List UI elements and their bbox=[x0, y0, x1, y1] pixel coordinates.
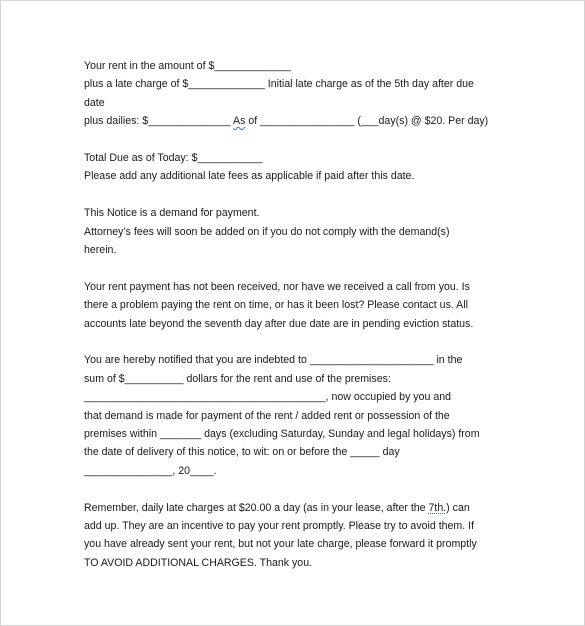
paragraph-gap bbox=[84, 333, 504, 351]
payment-paragraph-line: accounts late beyond the seventh day after due date are in pending eviction status. bbox=[84, 317, 474, 330]
paragraph-gap bbox=[84, 186, 504, 204]
rent-amount-line: Your rent in the amount of $_____________ bbox=[84, 60, 291, 72]
dailies-as-word: As bbox=[233, 115, 246, 128]
notified-paragraph-line: You are hereby notified that you are indebted to _____________________ in the bbox=[84, 354, 463, 367]
notified-paragraph-line: that demand is made for payment of the rent / added rent or possession of the bbox=[84, 409, 450, 422]
remember-line: add up. They are an incentive to pay your rent promptly. Please try to avoid them. If bbox=[84, 520, 475, 533]
due-date-line: date bbox=[84, 96, 105, 109]
remember-line: TO AVOID ADDITIONAL CHARGES. Thank you. bbox=[84, 556, 313, 569]
late-rent-notice bbox=[84, 57, 504, 572]
remember-seventh: 7th. bbox=[428, 501, 447, 514]
remember-first-line bbox=[84, 499, 504, 517]
paragraph-gap bbox=[84, 259, 504, 277]
paragraph-gap bbox=[84, 131, 504, 149]
dailies-line bbox=[84, 112, 504, 130]
payment-paragraph-line: Your rent payment has not been received, nor have we received a call from you. Is bbox=[84, 280, 470, 293]
payment-paragraph-line: there a problem paying the rent on time, or has it been lost? Please contact us. All bbox=[84, 299, 468, 312]
remember-suffix: ) can bbox=[446, 501, 470, 514]
additional-fees-line: Please add any additional late fees as applicable if paid after this date. bbox=[84, 170, 415, 183]
notified-paragraph-line: the date of delivery of this notice, to wit: on or before the _____ day bbox=[84, 446, 400, 459]
notice-demand-line: This Notice is a demand for payment. bbox=[84, 207, 260, 220]
notified-paragraph-line: premises within _______ days (excluding Saturday, Sunday and legal holidays) from bbox=[84, 428, 480, 441]
notified-paragraph-line: sum of $__________ dollars for the rent and use of the premises: bbox=[84, 372, 391, 385]
paragraph-gap bbox=[84, 480, 504, 498]
dailies-suffix: of ________________ (___day(s) @ $20. Per day) bbox=[245, 115, 489, 128]
total-due-line: Total Due as of Today: $___________ bbox=[84, 152, 263, 165]
dailies-prefix: plus dailies: $______________ bbox=[84, 115, 234, 128]
notified-paragraph-line: _________________________________________, now occupied by you and bbox=[84, 391, 452, 404]
remember-line: you have already sent your rent, but not your late charge, please forward it promptly bbox=[84, 538, 477, 551]
attorney-fees-line: Attorney’s fees will soon be added on if you do not comply with the demand(s) bbox=[84, 225, 450, 238]
herein-line: herein. bbox=[84, 244, 117, 257]
late-charge-line: plus a late charge of $_____________ Initial late charge as of the 5th day after due bbox=[84, 78, 474, 91]
remember-prefix: Remember, daily late charges at $20.00 a day (as in your lease, after the bbox=[84, 501, 429, 514]
notified-paragraph-line: _______________, 20____. bbox=[84, 464, 217, 477]
